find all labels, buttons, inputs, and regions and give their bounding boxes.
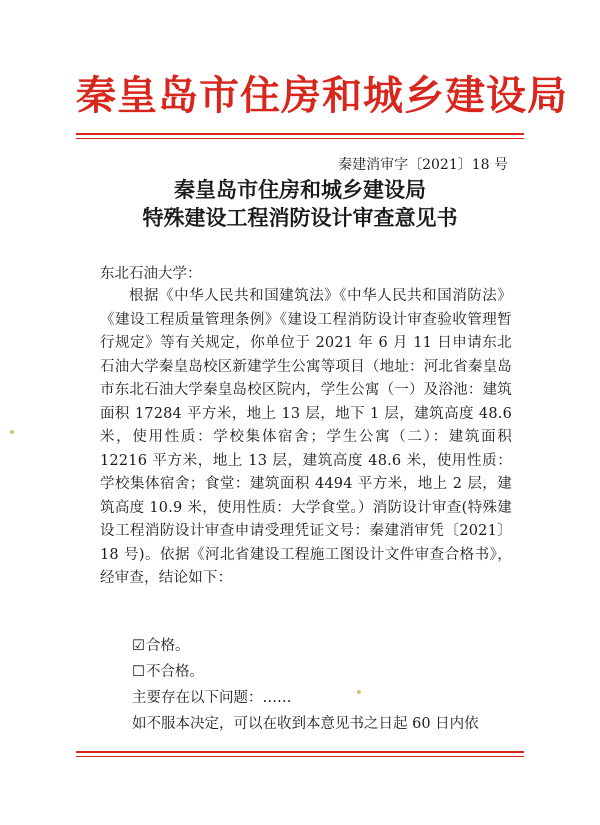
checked-box-icon: ☑ [132, 638, 145, 654]
letterhead-org-name: 秦皇岛市住房和城乡建设局 [76, 72, 568, 119]
scan-speck [357, 690, 361, 694]
document-title-line1: 秦皇岛市住房和城乡建设局 [174, 177, 426, 202]
footer-rule-thick [76, 751, 524, 753]
appeal-line: 如不服本决定，可以在收到本意见书之日起 60 日内依 [132, 716, 479, 732]
body-paragraph: 根据《中华人民共和国建筑法》《中华人民共和国消防法》《建设工程质量管理条例》《建设工程消防设计审查验收管理暂行规定》等有关规定，你单位于 2021 年 6 月 11 日申请东北石油大学秦皇岛校区新建学生公寓等项目（地址：河北省秦皇岛市东北石油大学秦皇岛校区院内，学生公寓（一）及浴池：建筑面积 17284 平方米，地上 13 层，地下 1 层，建筑高度 48.6 米，使用性质：学校集体宿舍；学生公寓（二）：建筑面积 12216 平方米，地上 13 层，建筑高度 48.6 米，使用性质：学校集体宿舍；食堂：建筑面积 4494 平方米，地上 2 层，建筑高度 10.9 米，使用性质：大学食堂。）消防设计审查(特殊建设工程消防设计审查申请受理凭证文号：秦建消审凭〔2021〕18 号)。依据《河北省建设工程施工图设计文件审查合格书》，经审查，结论如下： [100, 288, 512, 586]
document-number: 秦建消审字〔2021〕18 号 [338, 157, 508, 173]
scan-speck [10, 430, 14, 434]
letterhead-rule-thin [76, 138, 524, 139]
option-fail [132, 660, 204, 681]
option-pass-label: 合格。 [146, 638, 190, 654]
letterhead-rule-thick [76, 133, 524, 135]
issues-line: 主要存在以下问题：…… [132, 690, 292, 706]
option-fail-label: 不合格。 [146, 664, 204, 680]
unchecked-box-icon: ☐ [132, 664, 145, 680]
footer-rule-thin [76, 756, 524, 757]
addressee: 东北石油大学： [100, 266, 202, 282]
document-title-line2: 特殊建设工程消防设计审查意见书 [142, 205, 458, 230]
option-pass [132, 634, 190, 655]
